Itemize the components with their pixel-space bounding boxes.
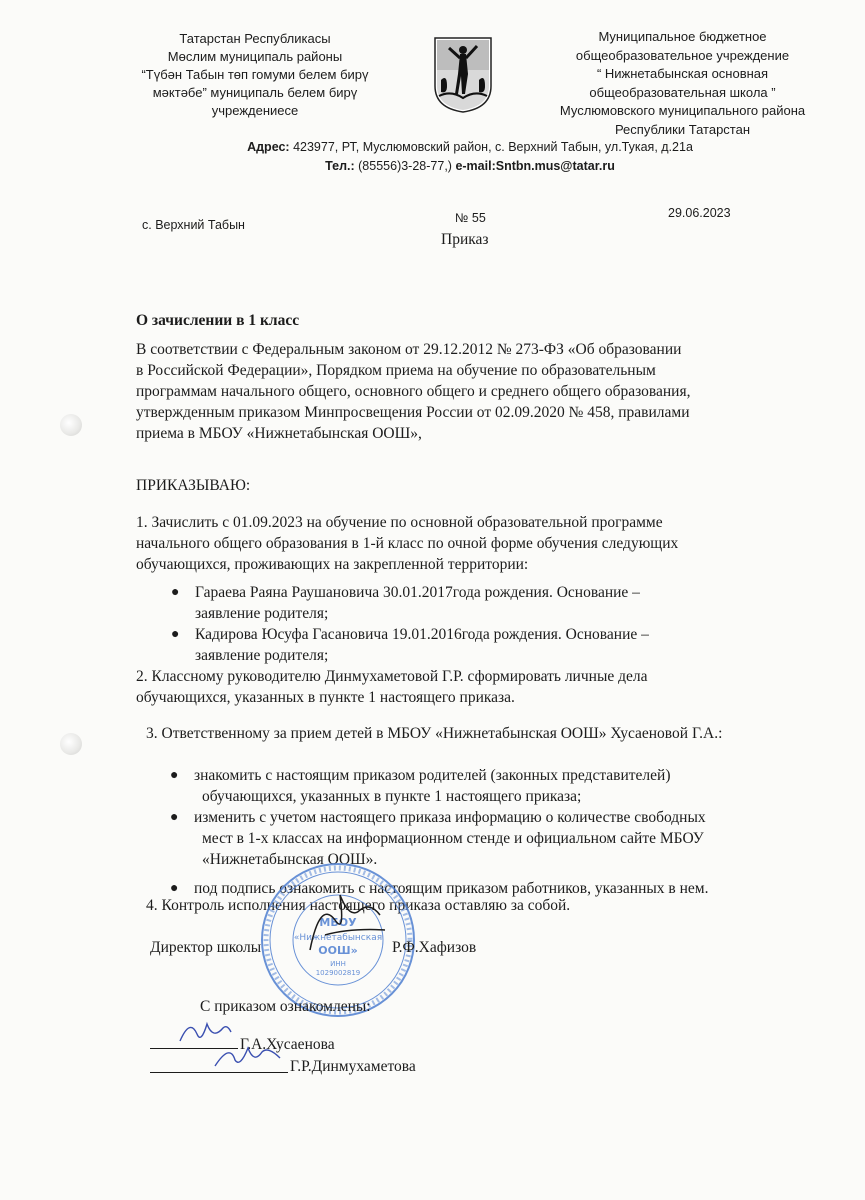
header-right-line: общеобразовательная школа ” [589, 84, 776, 100]
order-date: 29.06.2023 [668, 206, 731, 220]
list-item-line: под подпись ознакомить с настоящим приказом работников, указанных в нем. [194, 880, 709, 897]
list-item-line: изменить с учетом настоящего приказа информацию о количестве свободных [194, 809, 706, 826]
contact-line [120, 159, 820, 173]
paragraph-1 [136, 512, 678, 575]
director-name: Р.Ф.Хафизов [392, 939, 477, 956]
students-list [171, 582, 649, 666]
paragraph-3: 3. Ответственному за прием детей в МБОУ «Нижнетабынская ООШ» Хусаеновой Г.А.: [146, 725, 723, 742]
paragraph-4: 4. Контроль исполнения настоящего приказа оставляю за собой. [146, 897, 571, 914]
acquainted-label: С приказом ознакомлены: [200, 998, 371, 1015]
email-text: e-mail:Sntbn.mus@tatar.ru [455, 159, 615, 173]
seal-text: ООШ» [318, 944, 358, 957]
punch-hole [60, 414, 82, 436]
header-right-line: Муслюмовского муниципального района [559, 103, 806, 118]
order-place: с. Верхний Табын [142, 218, 245, 232]
preamble-line: В соответствии с Федеральным законом от 29.12.2012 № 273-ФЗ «Об образовании [136, 341, 682, 358]
acquainted-person: Г.А.Хусаенова [240, 1036, 335, 1053]
header-right-line: Муниципальное бюджетное [598, 29, 767, 44]
list-item-line: обучающихся, указанных в пункте 1 настоящего приказа; [202, 788, 582, 805]
municipal-emblem-icon [433, 36, 493, 114]
bullet-icon: ● [170, 810, 179, 825]
list-item-line: «Нижнетабынская ООШ». [202, 851, 378, 868]
list-item [171, 624, 649, 666]
header-left-line: Мөслим муниципаль районы [167, 49, 343, 64]
bullet-icon: ● [170, 881, 179, 896]
list-item-line: мест в 1-х классах на информационном стенде и официальном сайте МБОУ [202, 830, 704, 847]
phone-label: Тел.: [325, 159, 355, 173]
preamble [136, 339, 690, 444]
preamble-line: приема в МБОУ «Нижнетабынская ООШ», [136, 425, 422, 442]
paragraph-2-line: 2. Классному руководителю Динмухаметовой Г.Р. сформировать личные дела [136, 668, 648, 685]
order-word: ПРИКАЗЫВАЮ: [136, 477, 251, 494]
header-right-line: общеобразовательное учреждение [575, 47, 790, 63]
bullet-icon: ● [171, 627, 180, 642]
list-item-line: знакомить с настоящим приказом родителей (законных представителей) [194, 767, 671, 784]
list-item [171, 582, 649, 624]
address-text: 423977, РТ, Муслюмовский район, с. Верхний Табын, ул.Тукая, д.21а [289, 140, 693, 154]
acquainted-person: Г.Р.Динмухаметова [290, 1058, 416, 1075]
student-line: Гараева Раяна Раушановича 30.01.2017года рождения. Основание – [195, 584, 640, 601]
signature-dinmuhametova [210, 1038, 285, 1073]
seal-text: ИНН [330, 960, 346, 968]
director-signature [290, 880, 400, 960]
seal-text: МБОУ [319, 916, 357, 929]
header-left-line: “Түбән Табын төп гомуми белем бирү [141, 67, 369, 82]
signature-line [150, 1072, 288, 1073]
header-tatar-block [120, 30, 390, 120]
director-title: Директор школы [150, 939, 262, 956]
header-left-line: учреждениесе [211, 103, 299, 118]
order-number: № 55 [455, 211, 486, 225]
paragraph-2 [136, 666, 648, 708]
header-right-line: “ Нижнетабынская основная [596, 66, 769, 81]
paragraph-2-line: обучающихся, указанных в пункте 1 настоящего приказа. [136, 689, 515, 706]
header-right-line: Республики Татарстан [614, 121, 751, 137]
bullet-icon: ● [171, 585, 180, 600]
preamble-line: программам начального общего, основного общего и среднего общего образования, [136, 383, 691, 400]
address-label: Адрес: [247, 140, 290, 154]
preamble-line: в Российской Федерации», Порядком приема на обучение по образовательным [136, 362, 656, 379]
seal-text: «Нижнетабынская [293, 933, 383, 943]
student-basis: заявление родителя; [195, 605, 329, 622]
preamble-line: утвержденным приказом Минпросвещения России от 02.09.2020 № 458, правилами [136, 404, 690, 421]
bullet-icon: ● [170, 768, 179, 783]
header-left-line: мәктәбе” муниципаль белем бирү [152, 85, 358, 100]
header-russian-block [545, 28, 820, 139]
list-item [170, 765, 708, 807]
phone-text: (85556)3-28-77,) [354, 159, 456, 173]
address-line [120, 140, 820, 154]
paragraph-1-line: начального общего образования в 1-й класс по очной форме обучения следующих [136, 535, 679, 552]
punch-hole [60, 733, 82, 755]
paragraph-1-line: 1. Зачислить с 01.09.2023 на обучение по основной образовательной программе [136, 514, 663, 531]
student-basis: заявление родителя; [195, 647, 329, 664]
student-line: Кадирова Юсуфа Гасановича 19.01.2016года рождения. Основание – [195, 626, 649, 643]
order-subject: О зачислении в 1 класс [136, 312, 300, 329]
seal-text: 1029002819 [315, 969, 361, 977]
header-left-line: Татарстан Республикасы [179, 31, 331, 46]
document-type-title: Приказ [441, 231, 489, 248]
paragraph-1-line: обучающихся, проживающих на закрепленной территории: [136, 556, 529, 573]
